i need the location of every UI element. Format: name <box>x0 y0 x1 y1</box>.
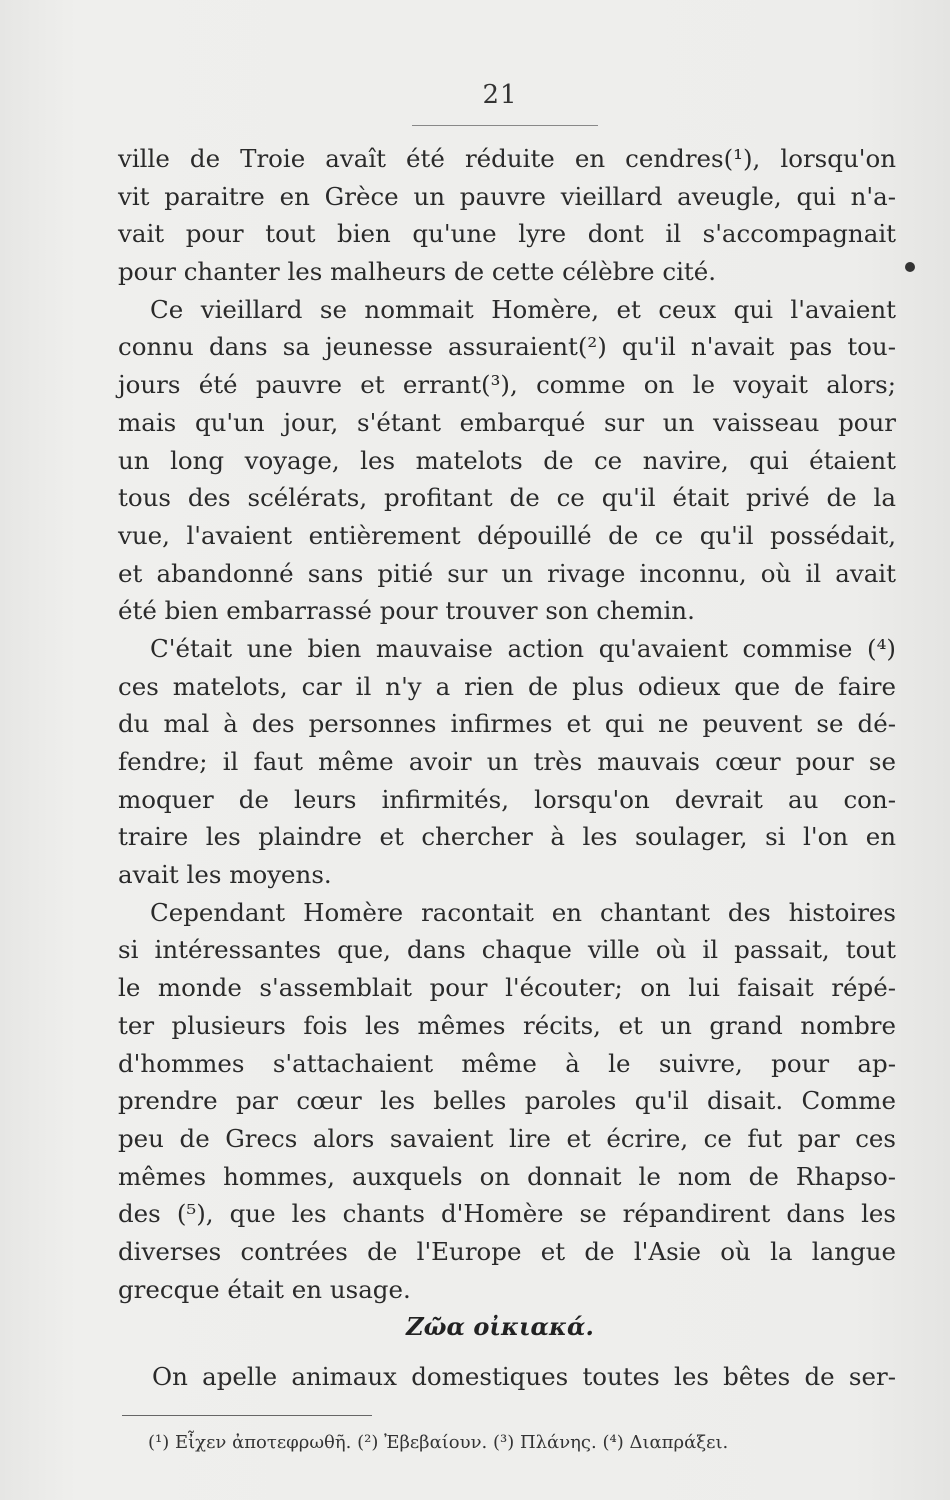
text-line: pour chanter les malheurs de cette célèbre cité. <box>118 257 717 287</box>
text-line: diverses contrées de l'Europe et de l'Asie où la langue <box>118 1236 896 1266</box>
text-line: prendre par cœur les belles paroles qu'il disait. Comme <box>118 1086 896 1116</box>
text-line: Cependant Homère racontait en chantant des histoires <box>150 897 896 927</box>
final-line: On apelle animaux domestiques toutes les bêtes de ser- <box>152 1362 896 1391</box>
text-line: ville de Troie avaît été réduite en cendres(¹), lorsqu'on <box>118 144 896 173</box>
text-line: été bien embarrassé pour trouver son chemin. <box>118 596 695 626</box>
text-line: connu dans sa jeunesse assuraient(²) qu'il n'avait pas tou- <box>118 332 896 362</box>
text-line: si intéressantes que, dans chaque ville où il passait, tout <box>118 935 896 965</box>
text-line: d'hommes s'attachaient même à le suivre, pour ap- <box>118 1048 896 1078</box>
text-line: du mal à des personnes infirmes et qui ne peuvent se dé- <box>118 709 896 739</box>
text-line: peu de Grecs alors savaient lire et écrire, ce fut par ces <box>118 1123 896 1153</box>
text-line: vait pour tout bien qu'une lyre dont il s'accompagnait <box>118 219 896 249</box>
text-line: et abandonné sans pitié sur un rivage inconnu, où il avait <box>118 558 896 588</box>
header-rule <box>412 125 598 126</box>
text-line: mêmes hommes, auxquels on donnait le nom de Rhapso- <box>118 1161 896 1191</box>
page-number: 21 <box>482 80 518 110</box>
text-line: fendre; il faut même avoir un très mauvais cœur pour se <box>118 747 896 776</box>
text-line: moquer de leurs infirmités, lorsqu'on devrait au con- <box>118 784 896 814</box>
text-line: ces matelots, car il n'y a rien de plus odieux que de faire <box>118 671 896 701</box>
footnote-rule <box>122 1415 372 1416</box>
text-line: Ce vieillard se nommait Homère, et ceux qui l'avaient <box>150 294 896 324</box>
text-line: avait les moyens. <box>118 860 332 890</box>
text-line: vit paraitre en Grèce un pauvre vieillard aveugle, qui n'a- <box>118 181 896 211</box>
text-line: tous des scélérats, profitant de ce qu'il était privé de la <box>118 483 896 513</box>
text-line: grecque était en usage. <box>118 1274 411 1304</box>
body-text <box>118 140 896 1308</box>
text-line: vue, l'avaient entièrement dépouillé de ce qu'il possédait, <box>118 520 896 550</box>
text-line: des (⁵), que les chants d'Homère se répandirent dans les <box>118 1199 896 1229</box>
text-line: C'était une bien mauvaise action qu'avaient commise (⁴) <box>150 633 896 663</box>
text-line: le monde s'assemblait pour l'écouter; on lui faisait répé- <box>118 973 896 1003</box>
text-line: traire les plaindre et chercher à les soulager, si l'on en <box>118 822 896 852</box>
text-line: jours été pauvre et errant(³), comme on le voyait alors; <box>118 370 896 400</box>
footnotes: (¹) Εἶχεν ἀποτεφρωθῆ. (²) Ἐβεβαίουν. (³) Πλάνης. (⁴) Διαπράξει. <box>148 1432 729 1453</box>
section-title: Ζῶα οἰκιακά. <box>406 1312 594 1341</box>
text-line: un long voyage, les matelots de ce navire, qui étaient <box>118 445 896 475</box>
margin-mark <box>905 262 915 272</box>
text-line: ter plusieurs fois les mêmes récits, et un grand nombre <box>118 1010 896 1040</box>
text-line: mais qu'un jour, s'étant embarqué sur un vaisseau pour <box>118 407 896 437</box>
